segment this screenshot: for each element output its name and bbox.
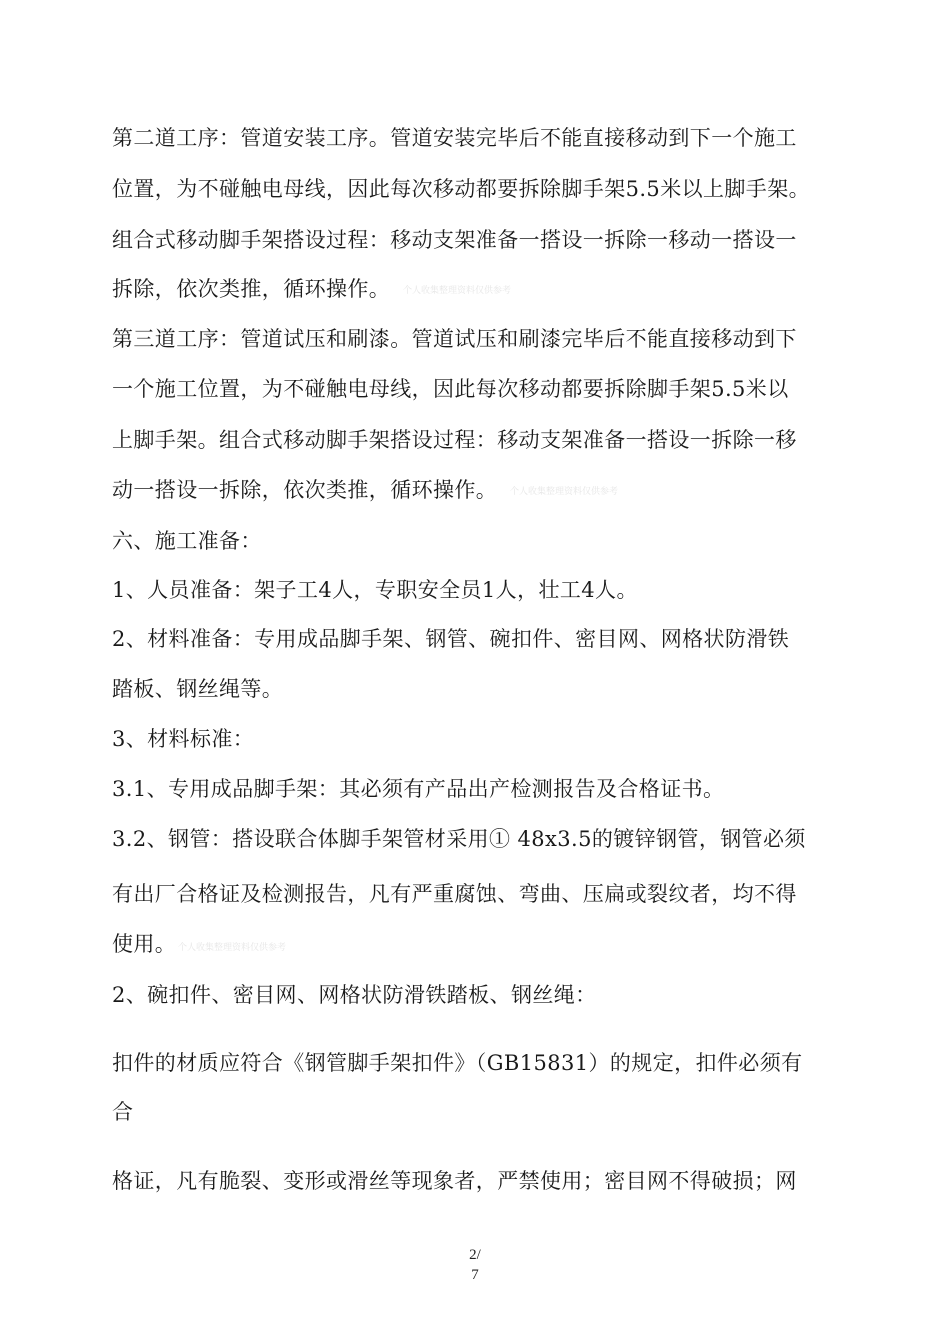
paragraph-line: 使用。 (112, 932, 177, 956)
paragraph-line: 位置，为不碰触电母线，因此每次移动都要拆除脚手架5.5米以上脚手架。 (112, 177, 810, 201)
paragraph-line: 拆除，依次类推，循环操作。 (112, 277, 391, 301)
page-number-total: 7 (471, 1267, 479, 1283)
paragraph-line: 3、材料标准： (112, 727, 255, 751)
paragraph-line: 2、材料准备：专用成品脚手架、钢管、碗扣件、密目网、网格状防滑铁 (112, 627, 790, 651)
paragraph-line: 格证，凡有脆裂、变形或滑丝等现象者，严禁使用；密目网不得破损；网 (112, 1169, 797, 1193)
paragraph-line: 1、人员准备：架子工4人，专职安全员1人，壮工4人。 (112, 578, 638, 602)
page-number-current: 2/ (469, 1247, 481, 1263)
paragraph-line: 合 (112, 1100, 134, 1124)
watermark-text: 个人收集整理资料仅供参考 (403, 286, 512, 296)
watermark-text: 个人收集整理资料仅供参考 (510, 487, 619, 497)
paragraph-line: 组合式移动脚手架搭设过程：移动支架准备一搭设一拆除一移动一搭设一 (112, 228, 797, 252)
paragraph-line: 第三道工序：管道试压和刷漆。管道试压和刷漆完毕后不能直接移动到下 (112, 327, 797, 351)
paragraph-line: 3.2、钢管：搭设联合体脚手架管材采用① 48x3.5的镀锌钢管，钢管必须 (112, 827, 806, 851)
section-heading: 六、施工准备： (112, 529, 262, 553)
paragraph-line: 扣件的材质应符合《钢管脚手架扣件》（GB15831）的规定，扣件必须有 (112, 1051, 803, 1075)
paragraph-line: 动一搭设一拆除，依次类推，循环操作。 (112, 478, 498, 502)
paragraph-line: 一个施工位置，为不碰触电母线，因此每次移动都要拆除脚手架5.5米以 (112, 377, 789, 401)
paragraph-line: 2、碗扣件、密目网、网格状防滑铁踏板、钢丝绳： (112, 983, 597, 1007)
paragraph-line: 第二道工序：管道安装工序。管道安装完毕后不能直接移动到下一个施工 (112, 126, 797, 150)
paragraph-line: 上脚手架。组合式移动脚手架搭设过程：移动支架准备一搭设一拆除一移 (112, 428, 797, 452)
watermark-text: 个人收集整理资料仅供参考 (178, 943, 287, 953)
paragraph-line: 踏板、钢丝绳等。 (112, 677, 284, 701)
paragraph-line: 3.1、专用成品脚手架：其必须有产品出产检测报告及合格证书。 (112, 777, 725, 801)
paragraph-line: 有出厂合格证及检测报告，凡有严重腐蚀、弯曲、压扁或裂纹者，均不得 (112, 882, 797, 906)
